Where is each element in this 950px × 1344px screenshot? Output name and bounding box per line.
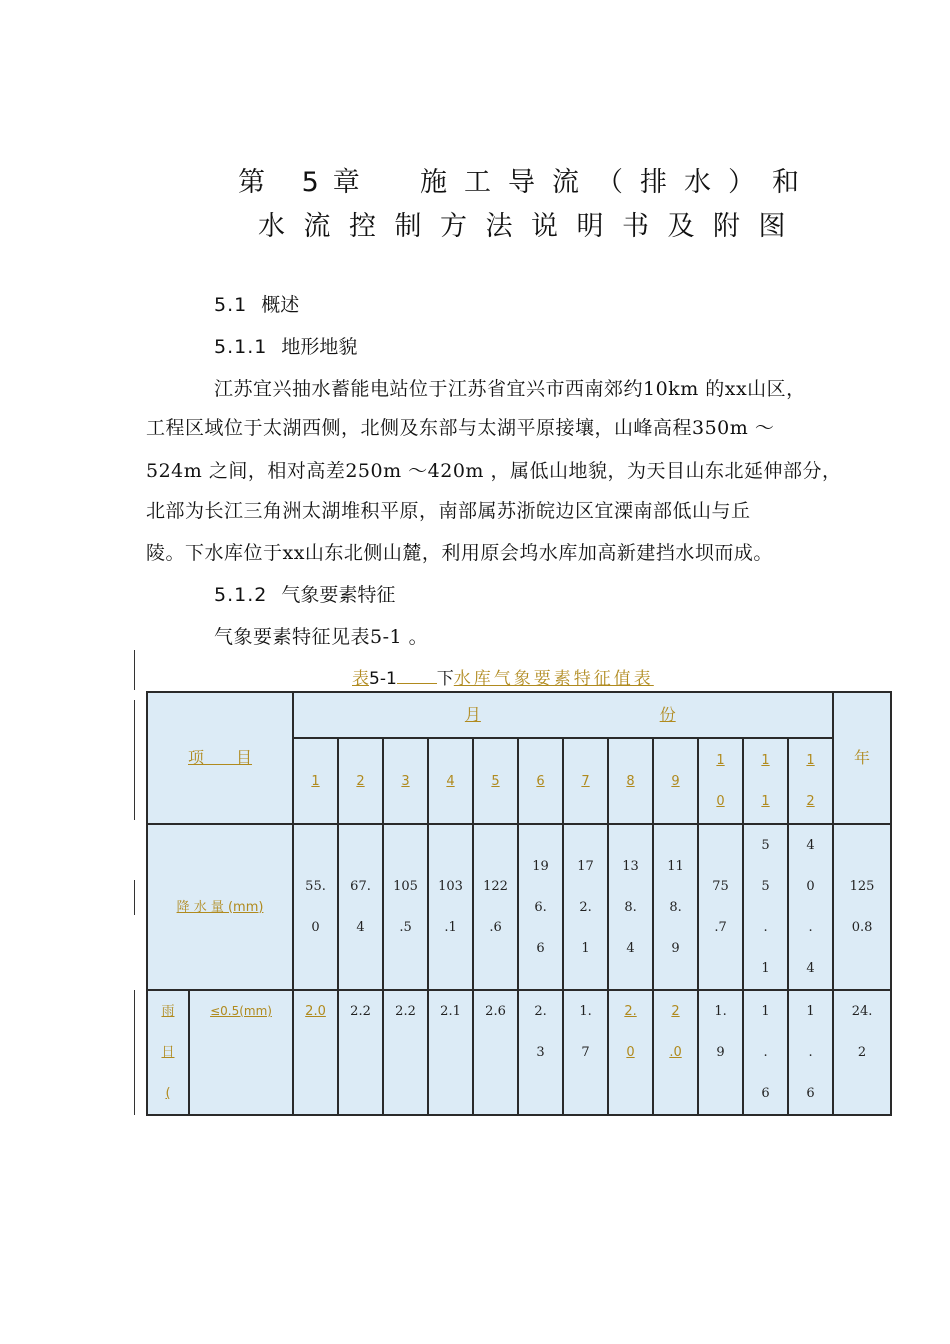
month-cell-12-line: 1 [806, 753, 815, 768]
month-cell-4-line: 4 [446, 773, 455, 789]
month-cell-8-line: 8 [626, 773, 635, 789]
rainday-value-9-line: .0 [669, 1045, 682, 1060]
caption-title: 水库气象要素特征值表 [453, 669, 654, 689]
month-cell-9-line: 9 [671, 773, 680, 789]
rain-value-8-line: 13 [622, 858, 639, 874]
section-heading-5-1-2 [214, 580, 395, 607]
rain-value-12-line: . [808, 920, 813, 935]
rain-value-12 [788, 824, 833, 990]
rain-value-7 [563, 824, 608, 990]
month-cell-1 [293, 738, 338, 824]
rain-value-8-line: 8. [624, 899, 637, 915]
rainday-value-year-line: 2 [857, 1045, 867, 1060]
rainday-label-2: 日 [161, 1045, 175, 1060]
margin-rule [134, 650, 135, 690]
rainday-label-3: ( [165, 1086, 171, 1101]
month-cell-2-line: 2 [356, 773, 365, 789]
rain-value-8 [608, 824, 653, 990]
rain-value-12-line: 4 [806, 838, 815, 853]
paragraph-line: 陵。下水库位于xx山东北侧山麓，利用原会坞水库加高新建挡水坝而成。 [146, 542, 773, 564]
rainday-value-2 [338, 990, 383, 1115]
rain-value-3-line: .5 [399, 920, 412, 935]
month-cell-10 [698, 738, 743, 824]
chapter-title-text: 施工导流（排水）和 [420, 167, 816, 198]
rainday-value-12-line: 1 [806, 1004, 815, 1019]
rain-value-year-line: 0.8 [851, 920, 873, 935]
rain-value-7-line: 2. [579, 899, 592, 915]
rainday-label-cell [147, 990, 189, 1115]
rain-value-2-line: 67. [350, 879, 371, 894]
rain-value-4 [428, 824, 473, 990]
month-cell-11 [743, 738, 788, 824]
caption-number: 5-1 [369, 669, 397, 689]
rain-value-3 [383, 824, 428, 990]
rainday-value-6-line: 3 [536, 1045, 545, 1060]
month-cell-10-line: 1 [716, 753, 725, 768]
month-cell-10-line: 0 [716, 794, 725, 809]
month-cell-6 [518, 738, 563, 824]
rainday-value-12-line: 6 [806, 1086, 815, 1101]
rainday-value-9 [653, 990, 698, 1115]
rainday-label-1: 雨 [161, 1004, 175, 1019]
section-heading-5-1-1 [214, 332, 357, 359]
rainday-value-1-line: 2.0 [305, 1004, 326, 1019]
month-cell-11-line: 1 [761, 794, 770, 809]
rain-value-1-line: 0 [311, 920, 320, 935]
month-header-b: 份 [659, 704, 676, 724]
chapter-number: 第 5章 [238, 167, 374, 198]
rainday-value-6 [518, 990, 563, 1115]
rainday-value-year [833, 990, 891, 1115]
caption-prefix: 表 [352, 669, 369, 689]
rainday-value-1 [293, 990, 338, 1115]
margin-rule [134, 990, 135, 1115]
section-heading-5-1 [214, 290, 299, 317]
rainday-value-11 [743, 990, 788, 1115]
rainday-value-11-line: 6 [761, 1086, 770, 1101]
rain-value-3-line: 105 [393, 879, 418, 894]
margin-rule [134, 880, 135, 915]
month-cell-5 [473, 738, 518, 824]
rain-value-6-line: 19 [532, 858, 549, 874]
rain-value-4-line: .1 [444, 920, 457, 935]
section-number: 5.1.1 [214, 336, 268, 358]
paragraph-reference: 气象要素特征见表5-1 。 [214, 626, 429, 648]
rainday-value-4 [428, 990, 473, 1115]
rain-value-6-line: 6 [536, 940, 545, 956]
rain-value-year-line: 125 [849, 879, 875, 894]
month-cell-3-line: 3 [401, 773, 410, 789]
rain-value-4-line: 103 [438, 879, 463, 894]
rain-value-8-line: 4 [626, 940, 635, 956]
month-cell-11-line: 1 [761, 753, 770, 768]
month-cell-8 [608, 738, 653, 824]
rainday-value-7 [563, 990, 608, 1115]
rainday-value-3 [383, 990, 428, 1115]
paragraph-line: 524m 之间，相对高差250m ～420m ，属低山地貌，为天目山东北延伸部分， [146, 460, 842, 482]
rain-value-5-line: 122 [483, 879, 508, 894]
rain-value-year [833, 824, 891, 990]
table-caption [352, 664, 654, 689]
section-number: 5.1.2 [214, 584, 268, 606]
rain-value-1 [293, 824, 338, 990]
month-header-a: 月 [464, 704, 481, 724]
rain-value-12-line: 0 [806, 879, 815, 894]
rainday-value-5-line: 2.6 [485, 1004, 506, 1019]
rainday-value-10 [698, 990, 743, 1115]
rain-value-11-line: 1 [761, 961, 770, 976]
rain-value-11-line: 5 [761, 879, 770, 894]
rain-value-2-line: 4 [356, 920, 365, 935]
rain-value-10-line: 75 [712, 879, 729, 894]
section-title: 概述 [261, 294, 300, 316]
rain-value-7-line: 1 [581, 940, 590, 956]
rain-label: 降 水 量 (mm) [176, 899, 264, 915]
chapter-title-text-2: 水流控制方法说明书及附图 [258, 211, 804, 242]
rainday-value-9-line: 2 [671, 1004, 680, 1019]
rainday-value-8-line: 2. [624, 1004, 637, 1019]
rain-value-6-line: 6. [534, 899, 547, 915]
rain-value-10-line: .7 [714, 920, 727, 935]
paragraph-line: 工程区域位于太湖西侧，北侧及东部与太湖平原接壤，山峰高程350m ～ [146, 417, 775, 439]
rainday-value-12-line: . [808, 1045, 813, 1060]
section-title: 气象要素特征 [281, 584, 396, 606]
rainday-value-6-line: 2. [534, 1004, 547, 1019]
rain-label-cell [147, 824, 293, 990]
month-cell-4 [428, 738, 473, 824]
rain-value-2 [338, 824, 383, 990]
rainday-value-11-line: . [763, 1045, 768, 1060]
item-header: 项 目 [188, 747, 253, 767]
caption-lower: 下 [436, 669, 454, 689]
rainday-value-7-line: 1. [579, 1004, 592, 1019]
month-cell-12 [788, 738, 833, 824]
rainday-value-8 [608, 990, 653, 1115]
paragraph-line: 江苏宜兴抽水蓄能电站位于江苏省宜兴市西南郊约10km 的xx山区， [214, 378, 806, 400]
rain-value-6 [518, 824, 563, 990]
month-cell-9 [653, 738, 698, 824]
rainday-value-11-line: 1 [761, 1004, 770, 1019]
rainday-value-7-line: 7 [581, 1045, 590, 1060]
margin-rule [134, 700, 135, 820]
rain-value-12-line: 4 [806, 961, 815, 976]
rainday-value-2-line: 2.2 [350, 1004, 371, 1019]
month-cell-5-line: 5 [491, 773, 500, 789]
month-header-cell [293, 692, 833, 738]
rain-value-10 [698, 824, 743, 990]
rain-value-1-line: 55. [305, 879, 326, 894]
month-cell-7 [563, 738, 608, 824]
rain-value-11-line: . [763, 920, 768, 935]
rain-value-7-line: 17 [577, 858, 594, 874]
rain-value-11 [743, 824, 788, 990]
rainday-value-year-line: 24. [851, 1004, 873, 1019]
month-cell-12-line: 2 [806, 794, 815, 809]
rainday-sub-cell [189, 990, 293, 1115]
section-number: 5.1 [214, 294, 248, 316]
rain-value-9-line: 11 [667, 858, 684, 874]
rain-value-11-line: 5 [761, 838, 770, 853]
rainday-value-10-line: 1. [714, 1004, 727, 1019]
rainday-value-8-line: 0 [626, 1045, 635, 1060]
rainday-value-12 [788, 990, 833, 1115]
rainday-value-10-line: 9 [716, 1045, 725, 1060]
month-cell-2 [338, 738, 383, 824]
rainday-value-3-line: 2.2 [395, 1004, 416, 1019]
rainday-value-5 [473, 990, 518, 1115]
rainday-value-4-line: 2.1 [440, 1004, 461, 1019]
rain-value-9-line: 9 [671, 940, 680, 956]
month-cell-1-line: 1 [311, 773, 320, 789]
year-header: 年 [854, 747, 871, 767]
year-header-cell [833, 692, 891, 824]
rain-value-9 [653, 824, 698, 990]
rain-value-5-line: .6 [489, 920, 502, 935]
section-title: 地形地貌 [281, 336, 358, 358]
paragraph-line: 北部为长江三角洲太湖堆积平原，南部属苏浙皖边区宜溧南部低山与丘 [146, 500, 751, 522]
month-cell-6-line: 6 [536, 773, 545, 789]
rainday-sub: ≤0.5(mm) [210, 1004, 272, 1018]
meteorological-table [146, 691, 892, 1116]
rain-value-9-line: 8. [669, 899, 682, 915]
month-cell-7-line: 7 [581, 773, 590, 789]
item-header-cell [147, 692, 293, 824]
rain-value-5 [473, 824, 518, 990]
month-cell-3 [383, 738, 428, 824]
